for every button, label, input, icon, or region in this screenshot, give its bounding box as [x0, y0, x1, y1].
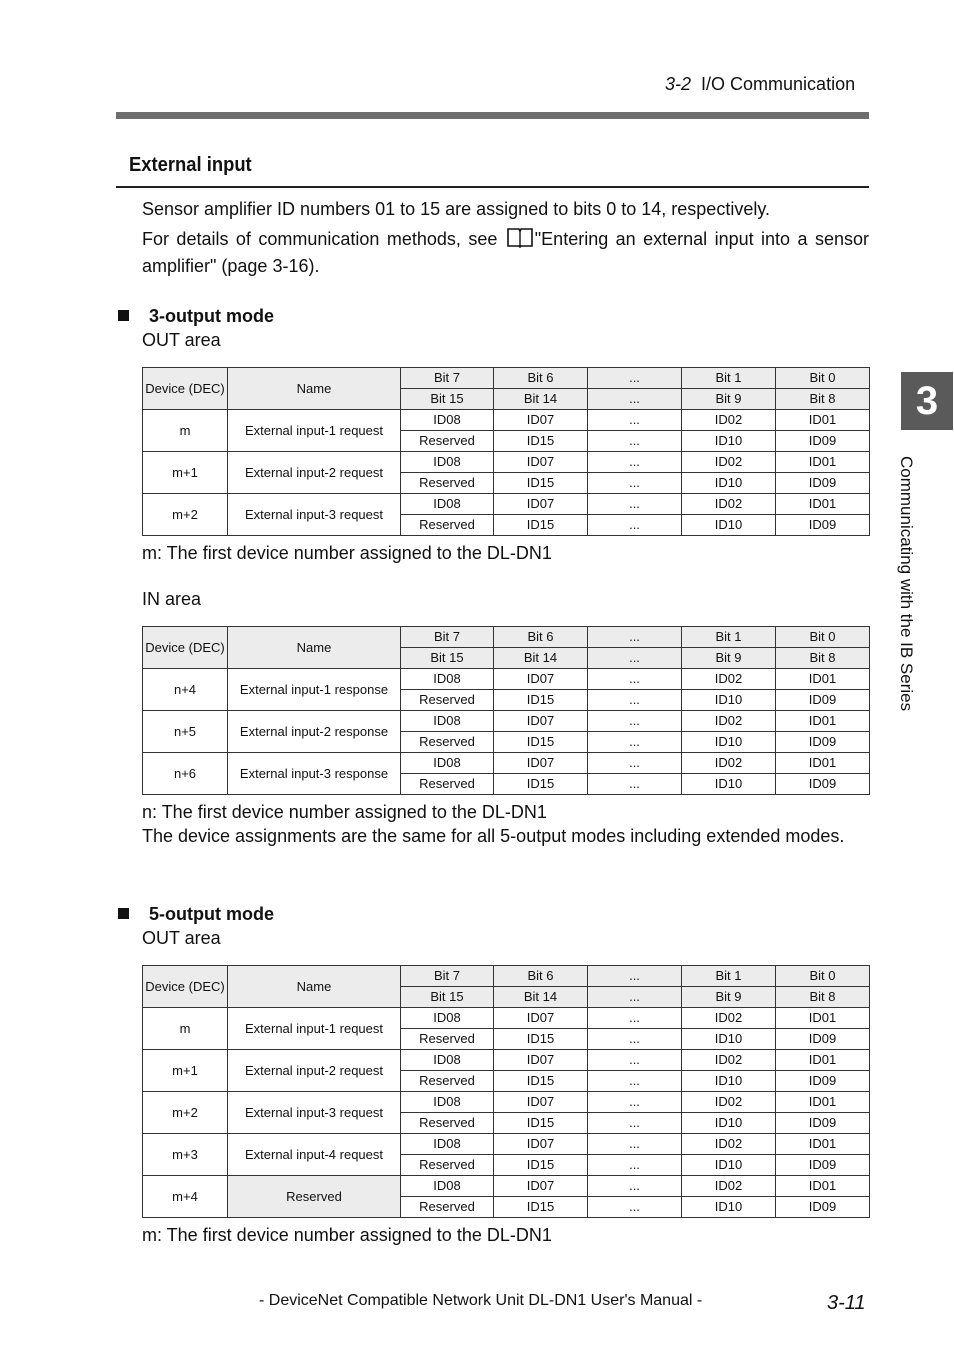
- bit-cell: ID02: [682, 1134, 776, 1155]
- square-bullet-icon: [118, 908, 129, 919]
- bit-cell: ID15: [494, 1155, 588, 1176]
- bit-cell: ...: [588, 669, 682, 690]
- bit-header: Bit 15: [401, 987, 494, 1008]
- bit-header: Bit 9: [682, 987, 776, 1008]
- bit-cell: ID02: [682, 711, 776, 732]
- bit-header: ...: [588, 368, 682, 389]
- bit-cell: ID01: [776, 669, 870, 690]
- bit-cell: ID02: [682, 669, 776, 690]
- mode3-in-note: [142, 800, 869, 848]
- bit-cell: ID01: [776, 1176, 870, 1197]
- bit-cell: ID02: [682, 452, 776, 473]
- bit-cell: ID07: [494, 410, 588, 431]
- reference-paragraph: [142, 226, 869, 278]
- bit-header: Bit 0: [776, 966, 870, 987]
- header-row: [143, 368, 870, 389]
- mode3-in-label: IN area: [142, 589, 202, 609]
- bit-cell: ...: [588, 1092, 682, 1113]
- bit-cell: ID08: [401, 1050, 494, 1071]
- name-cell: External input-1 response: [228, 669, 401, 711]
- bit-cell: ID15: [494, 473, 588, 494]
- bit-cell: ...: [588, 1176, 682, 1197]
- bit-cell: ID02: [682, 1092, 776, 1113]
- bit-cell: ...: [588, 690, 682, 711]
- bit-cell: ...: [588, 494, 682, 515]
- section-title: External input: [129, 154, 252, 176]
- bit-cell: ID07: [494, 494, 588, 515]
- bit-cell: ...: [588, 1071, 682, 1092]
- bit-cell: ...: [588, 1008, 682, 1029]
- mode5-heading: [118, 904, 274, 925]
- mode3-out-table: [142, 367, 870, 536]
- bit-cell: ID08: [401, 410, 494, 431]
- bit-cell: Reserved: [401, 1113, 494, 1134]
- bit-cell: ID09: [776, 431, 870, 452]
- bit-cell: ID15: [494, 1071, 588, 1092]
- bit-cell: ID01: [776, 1050, 870, 1071]
- bit-cell: Reserved: [401, 1071, 494, 1092]
- table-row: [143, 494, 870, 515]
- mode3-in-note-line2: The device assignments are the same for all 5-output modes including extended modes.: [142, 826, 845, 846]
- bit-cell: Reserved: [401, 774, 494, 795]
- bit-cell: ID07: [494, 753, 588, 774]
- bit-cell: ID02: [682, 753, 776, 774]
- bit-cell: ID01: [776, 494, 870, 515]
- bit-cell: ...: [588, 410, 682, 431]
- mode3-out-label: OUT area: [142, 330, 221, 350]
- name-cell: External input-1 request: [228, 410, 401, 452]
- bit-cell: ...: [588, 1134, 682, 1155]
- device-cell: m+2: [143, 494, 228, 536]
- name-header: Name: [228, 966, 401, 1008]
- device-cell: m+1: [143, 452, 228, 494]
- bit-cell: ID01: [776, 452, 870, 473]
- bit-cell: ID08: [401, 1092, 494, 1113]
- header-section-title: I/O Communication: [701, 74, 856, 94]
- bit-cell: ID10: [682, 690, 776, 711]
- device-header: Device (DEC): [143, 368, 228, 410]
- bit-cell: ...: [588, 774, 682, 795]
- bit-header: Bit 14: [494, 389, 588, 410]
- bit-cell: Reserved: [401, 515, 494, 536]
- header-section-number: 3-2: [665, 74, 692, 94]
- bit-cell: ID02: [682, 410, 776, 431]
- bit-header: Bit 6: [494, 627, 588, 648]
- bit-header: Bit 14: [494, 648, 588, 669]
- mode3-out-note: m: The first device number assigned to the DL-DN1: [142, 543, 552, 563]
- bit-cell: ID02: [682, 494, 776, 515]
- bit-cell: ID10: [682, 1155, 776, 1176]
- name-cell: External input-1 request: [228, 1008, 401, 1050]
- mode5-out-table: [142, 965, 870, 1218]
- bit-cell: ID09: [776, 774, 870, 795]
- intro-paragraph: Sensor amplifier ID numbers 01 to 15 are assigned to bits 0 to 14, respectively.: [142, 199, 770, 219]
- bit-cell: ID07: [494, 1092, 588, 1113]
- name-cell: Reserved: [228, 1176, 401, 1218]
- bit-cell: ID15: [494, 1197, 588, 1218]
- bit-header: ...: [588, 648, 682, 669]
- bit-cell: ...: [588, 1113, 682, 1134]
- bit-header: Bit 1: [682, 368, 776, 389]
- bit-cell: Reserved: [401, 431, 494, 452]
- table-row: [143, 1176, 870, 1197]
- bit-cell: ID07: [494, 1050, 588, 1071]
- bit-cell: ID09: [776, 1155, 870, 1176]
- name-cell: External input-3 request: [228, 1092, 401, 1134]
- running-header: [665, 74, 855, 95]
- mode5-out-note: m: The first device number assigned to the DL-DN1: [142, 1225, 552, 1245]
- table-row: [143, 1008, 870, 1029]
- name-header: Name: [228, 627, 401, 669]
- bit-cell: ...: [588, 1155, 682, 1176]
- table-row: [143, 669, 870, 690]
- bit-cell: Reserved: [401, 1197, 494, 1218]
- bit-cell: ID01: [776, 410, 870, 431]
- header-rule: [116, 112, 869, 119]
- section-rule: [116, 186, 869, 188]
- table-row: [143, 1050, 870, 1071]
- mode3-heading: [118, 306, 274, 327]
- table-row: [143, 1134, 870, 1155]
- bit-cell: ID10: [682, 1197, 776, 1218]
- chapter-tab: 3: [901, 372, 953, 430]
- device-cell: m+4: [143, 1176, 228, 1218]
- bit-cell: Reserved: [401, 1029, 494, 1050]
- name-cell: External input-2 request: [228, 1050, 401, 1092]
- square-bullet-icon: [118, 310, 129, 321]
- table-row: [143, 1092, 870, 1113]
- mode3-heading-text: 3-output mode: [149, 306, 274, 326]
- bit-header: Bit 8: [776, 987, 870, 1008]
- bit-cell: ID09: [776, 1113, 870, 1134]
- bit-cell: ID15: [494, 431, 588, 452]
- bit-cell: ID09: [776, 515, 870, 536]
- bit-cell: ID07: [494, 1008, 588, 1029]
- bit-cell: ...: [588, 431, 682, 452]
- table-row: [143, 410, 870, 431]
- table-row: [143, 711, 870, 732]
- device-cell: m: [143, 410, 228, 452]
- bit-header: Bit 7: [401, 627, 494, 648]
- bit-cell: ID15: [494, 515, 588, 536]
- bit-cell: ...: [588, 1197, 682, 1218]
- bit-cell: ID10: [682, 1029, 776, 1050]
- device-header: Device (DEC): [143, 627, 228, 669]
- bit-cell: ID15: [494, 690, 588, 711]
- bit-cell: ID09: [776, 1071, 870, 1092]
- page-number: 3-11: [827, 1292, 866, 1314]
- bit-cell: ID08: [401, 669, 494, 690]
- bit-cell: ID01: [776, 1092, 870, 1113]
- bit-header: ...: [588, 966, 682, 987]
- bit-cell: ID10: [682, 774, 776, 795]
- bit-header: Bit 15: [401, 648, 494, 669]
- bit-cell: ID09: [776, 690, 870, 711]
- name-cell: External input-3 request: [228, 494, 401, 536]
- bit-header: Bit 0: [776, 368, 870, 389]
- bit-cell: ID01: [776, 753, 870, 774]
- name-cell: External input-2 response: [228, 711, 401, 753]
- reference-text-before: For details of communication methods, see: [142, 229, 498, 249]
- bit-cell: ID15: [494, 732, 588, 753]
- bit-cell: ID09: [776, 473, 870, 494]
- bit-header: Bit 1: [682, 966, 776, 987]
- bit-cell: ID15: [494, 1029, 588, 1050]
- bit-header: Bit 1: [682, 627, 776, 648]
- bit-cell: ID10: [682, 431, 776, 452]
- bit-cell: ...: [588, 753, 682, 774]
- bit-cell: ...: [588, 473, 682, 494]
- bit-header: Bit 8: [776, 389, 870, 410]
- device-cell: n+4: [143, 669, 228, 711]
- bit-cell: ID07: [494, 452, 588, 473]
- bit-cell: ID02: [682, 1050, 776, 1071]
- bit-cell: ID15: [494, 1113, 588, 1134]
- bit-header: Bit 7: [401, 368, 494, 389]
- bit-cell: ID09: [776, 1029, 870, 1050]
- bit-cell: ID02: [682, 1008, 776, 1029]
- device-header: Device (DEC): [143, 966, 228, 1008]
- bit-cell: ID10: [682, 473, 776, 494]
- bit-cell: ID01: [776, 711, 870, 732]
- bit-cell: ID08: [401, 753, 494, 774]
- bit-header: ...: [588, 627, 682, 648]
- mode5-heading-text: 5-output mode: [149, 904, 274, 924]
- bit-cell: Reserved: [401, 1155, 494, 1176]
- bit-header: Bit 15: [401, 389, 494, 410]
- mode5-out-label: OUT area: [142, 928, 221, 948]
- bit-header: ...: [588, 987, 682, 1008]
- bit-header: Bit 6: [494, 966, 588, 987]
- bit-header: ...: [588, 389, 682, 410]
- device-cell: m+2: [143, 1092, 228, 1134]
- bit-cell: ID07: [494, 1134, 588, 1155]
- bit-cell: ID08: [401, 1176, 494, 1197]
- bit-cell: ID10: [682, 515, 776, 536]
- bit-cell: ID10: [682, 732, 776, 753]
- bit-cell: Reserved: [401, 473, 494, 494]
- bit-cell: ID15: [494, 774, 588, 795]
- bit-cell: ID01: [776, 1008, 870, 1029]
- book-icon: [507, 226, 533, 254]
- bit-cell: ID02: [682, 1176, 776, 1197]
- bit-cell: ID08: [401, 1008, 494, 1029]
- bit-cell: ...: [588, 515, 682, 536]
- bit-cell: ID08: [401, 452, 494, 473]
- bit-header: Bit 7: [401, 966, 494, 987]
- bit-cell: ID08: [401, 494, 494, 515]
- chapter-side-title: Communicating with the IB Series: [897, 456, 916, 712]
- name-cell: External input-4 request: [228, 1134, 401, 1176]
- name-cell: External input-3 response: [228, 753, 401, 795]
- bit-cell: ID09: [776, 1197, 870, 1218]
- bit-header: Bit 8: [776, 648, 870, 669]
- bit-cell: ...: [588, 732, 682, 753]
- device-cell: m+3: [143, 1134, 228, 1176]
- bit-cell: ...: [588, 452, 682, 473]
- bit-header: Bit 6: [494, 368, 588, 389]
- bit-cell: ID07: [494, 711, 588, 732]
- bit-header: Bit 0: [776, 627, 870, 648]
- mode3-in-table: [142, 626, 870, 795]
- bit-cell: ID07: [494, 1176, 588, 1197]
- reference-text-after: "Entering an external input into a sensor amplifier" (page 3-16).: [142, 229, 869, 276]
- bit-cell: ...: [588, 1029, 682, 1050]
- header-row: [143, 966, 870, 987]
- bit-header: Bit 9: [682, 389, 776, 410]
- name-cell: External input-2 request: [228, 452, 401, 494]
- device-cell: n+6: [143, 753, 228, 795]
- bit-cell: ...: [588, 1050, 682, 1071]
- bit-cell: ID09: [776, 732, 870, 753]
- bit-cell: Reserved: [401, 732, 494, 753]
- mode3-in-note-line1: n: The first device number assigned to the DL-DN1: [142, 802, 547, 822]
- bit-cell: ID07: [494, 669, 588, 690]
- bit-cell: ID08: [401, 1134, 494, 1155]
- table-row: [143, 753, 870, 774]
- bit-cell: Reserved: [401, 690, 494, 711]
- bit-cell: ...: [588, 711, 682, 732]
- name-header: Name: [228, 368, 401, 410]
- device-cell: m+1: [143, 1050, 228, 1092]
- table-row: [143, 452, 870, 473]
- bit-header: Bit 9: [682, 648, 776, 669]
- device-cell: n+5: [143, 711, 228, 753]
- header-row: [143, 627, 870, 648]
- bit-cell: ID08: [401, 711, 494, 732]
- bit-cell: ID10: [682, 1113, 776, 1134]
- footer-manual-title: - DeviceNet Compatible Network Unit DL-DN1 User's Manual -: [259, 1292, 703, 1309]
- bit-cell: ID10: [682, 1071, 776, 1092]
- device-cell: m: [143, 1008, 228, 1050]
- bit-cell: ID01: [776, 1134, 870, 1155]
- bit-header: Bit 14: [494, 987, 588, 1008]
